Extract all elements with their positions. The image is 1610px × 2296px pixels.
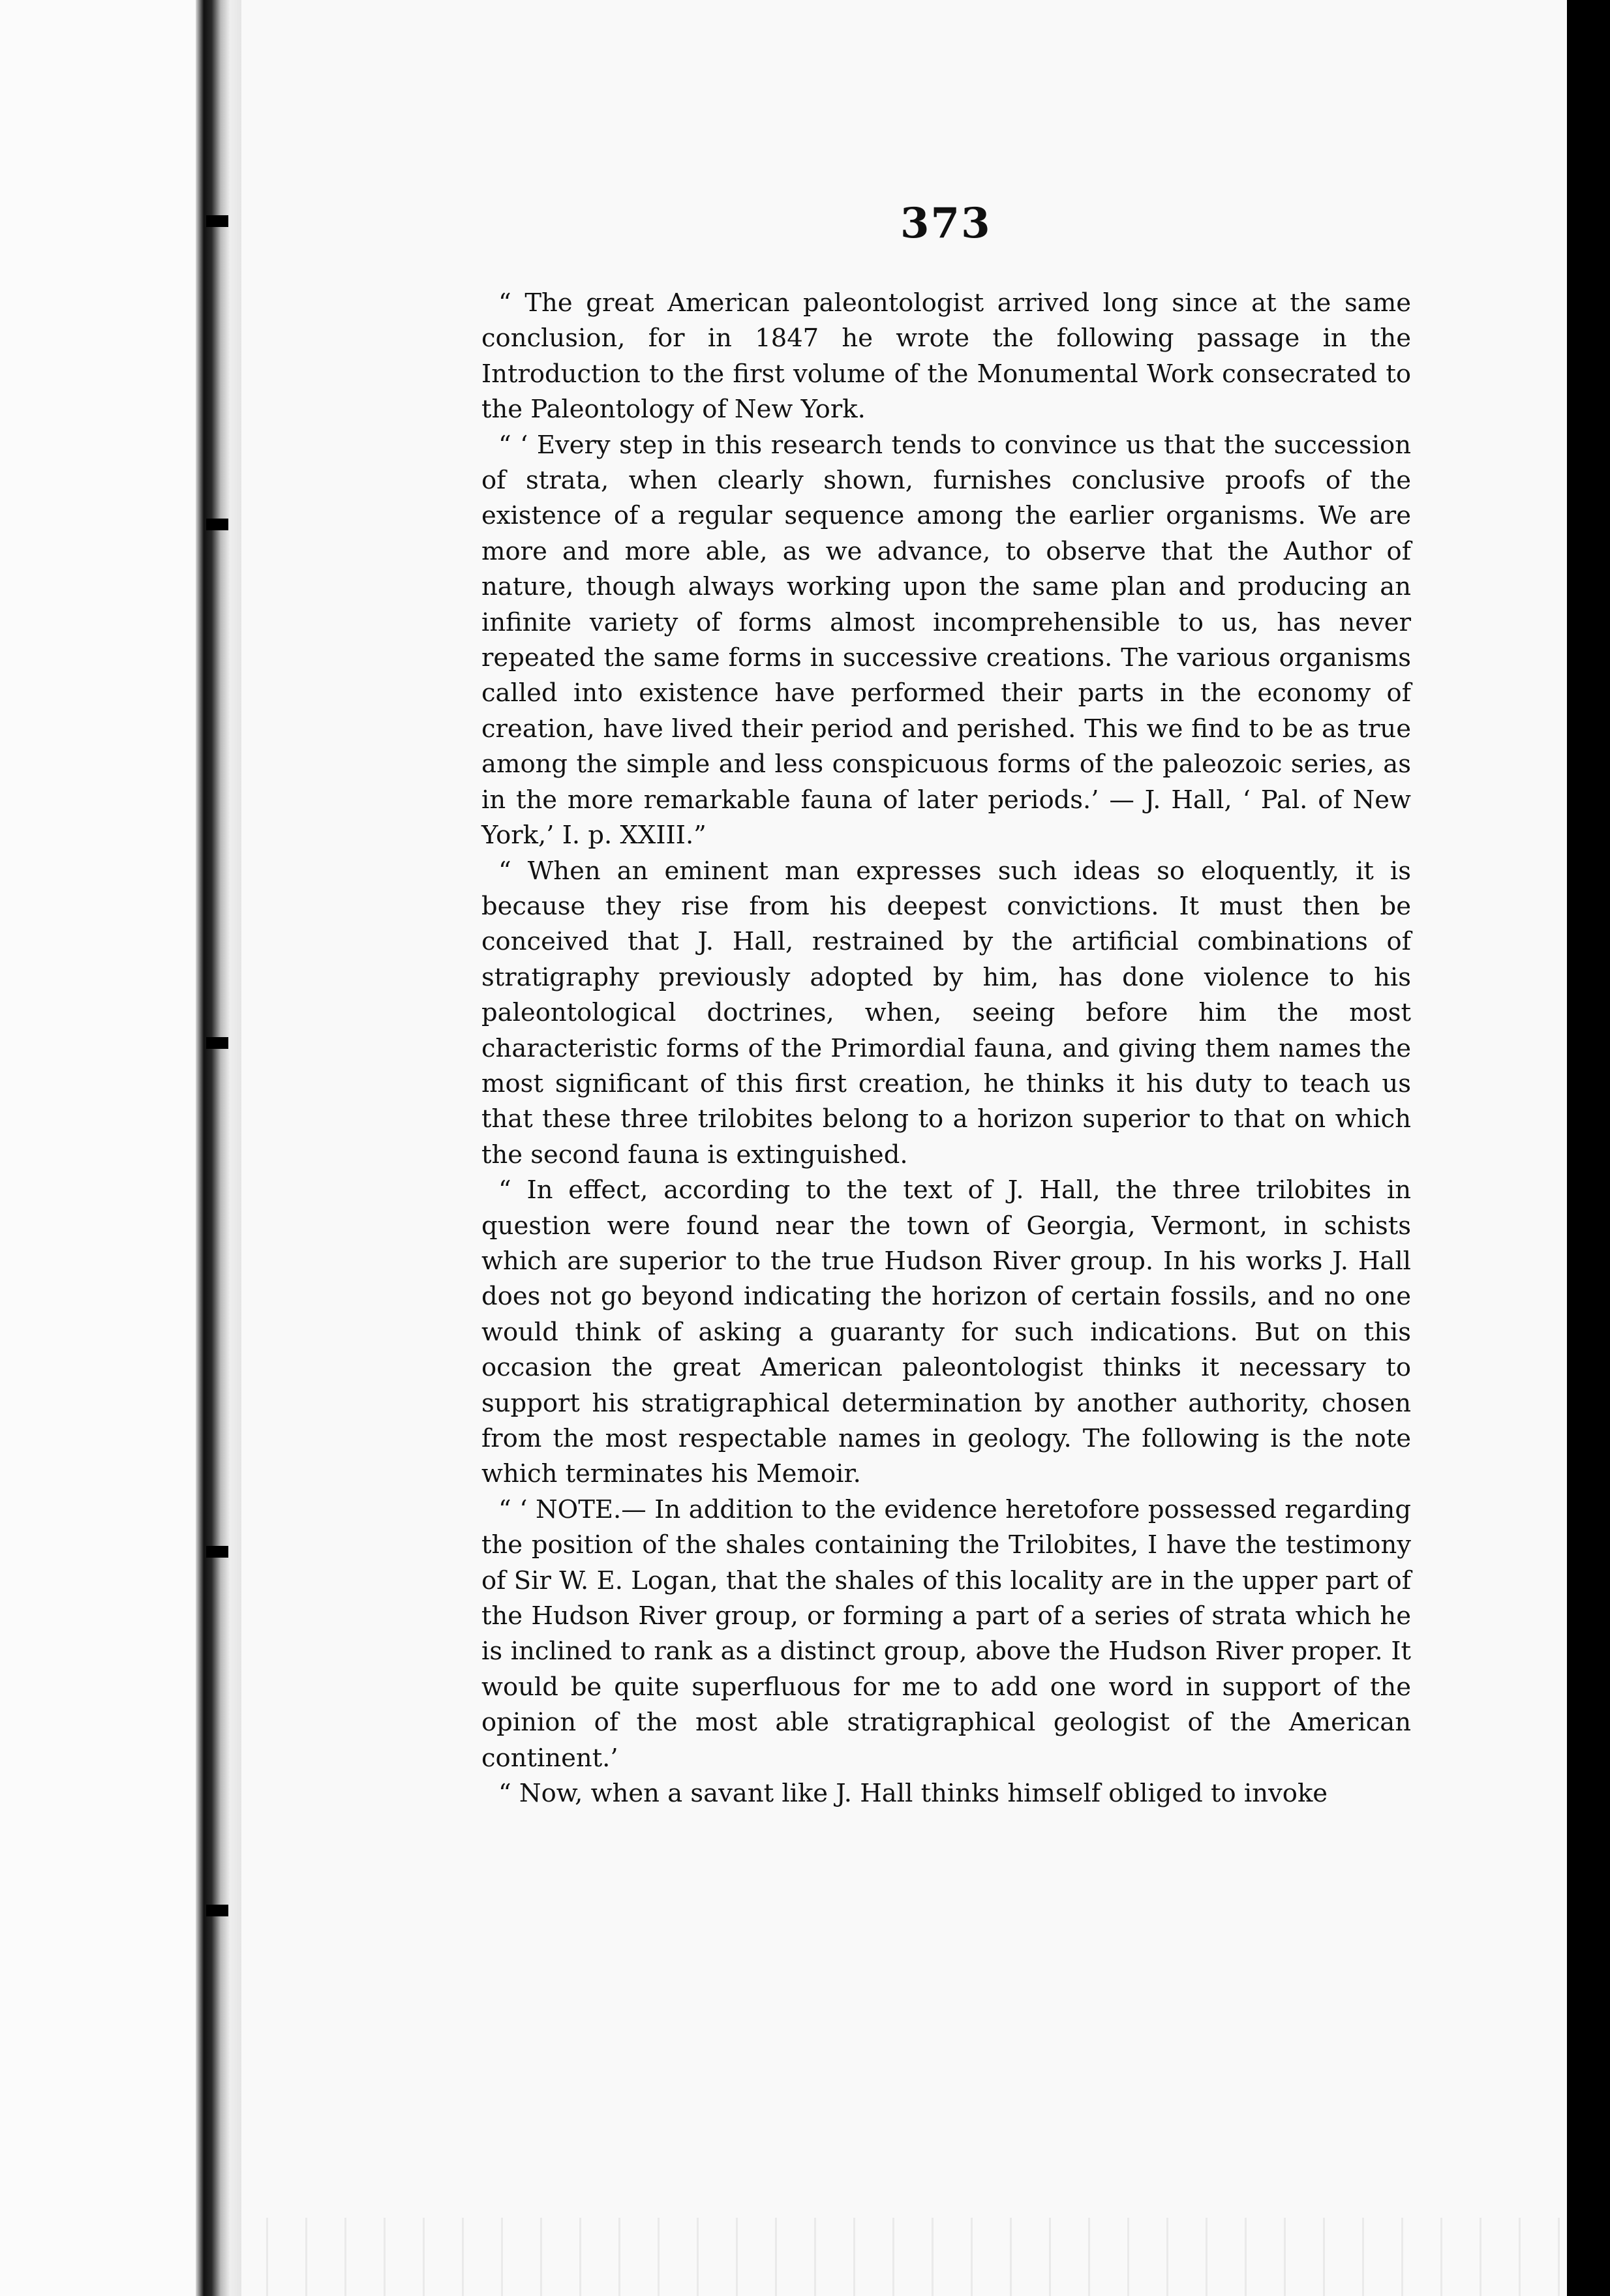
book-binding [196,0,241,2296]
page-edge-dust [241,2218,1567,2296]
binding-thread-mark [206,215,228,227]
binding-thread-mark [206,1546,228,1558]
binding-thread-mark [206,1905,228,1916]
paragraph: “ The great American paleontologist arrived long since at the same conclusion, for in 1847 he wrote the following passage in the Introduction to the first volume of the Monumental Work consecrated to the Paleontology of New York. [481,288,1411,425]
binding-thread-mark [206,519,228,530]
scan-right-border [1567,0,1610,2296]
paragraph: “ ‘ NOTE.— In addition to the evidence heretofore possessed regarding the position of the shales containing the Trilobites, I have the testimony of Sir W. E. Logan, that the shales of this locality are in the upper part of the Hudson River group, or forming a part of a series of strata which he is inclined to rank as a distinct group, above the Hudson River proper. It would be quite superfluous for me to add one word in support of the opinion of the most able stratigraphical geologist of the American continent.’ [481,1494,1411,1773]
binding-thread-mark [206,1037,228,1049]
facing-page-margin [0,0,196,2296]
body-text [481,286,1411,1811]
paragraph: “ In effect, according to the text of J. Hall, the three trilobites in question were found near the town of Georgia, Vermont, in schists which are superior to the true Hudson River group. In his works J. Hall does not go beyond indicating the horizon of certain fossils, and no one would think of asking a guaranty for such indications. But on this occasion the great American paleontologist thinks it necessary to support his stratigraphical determination by another authority, chosen from the most respectable names in geology. The following is the note which terminates his Memoir. [481,1175,1411,1489]
paragraph: “ Now, when a savant like J. Hall thinks himself obliged to invoke [498,1779,1328,1809]
page-number: 373 [900,199,992,248]
paragraph: “ When an eminent man expresses such ideas so eloquently, it is because they rise from his deepest convictions. It must then be conceived that J. Hall, restrained by the artificial combinations of stratigraphy previously adopted by him, has done violence to his paleontological doctrines, when, seeing before him the most characteristic forms of the Primordial fauna, and giving them names the most significant of this first creation, he thinks it his duty to teach us that these three trilobites belong to a horizon superior to that on which the second fauna is extinguished. [481,856,1411,1170]
paragraph: “ ‘ Every step in this research tends to convince us that the succession of strata, when clearly shown, furnishes conclusive proofs of the existence of a regular sequence among the earlier organisms. We are more and more able, as we advance, to observe that the Author of nature, though always working upon the same plan and producing an infinite variety of forms almost incomprehensible to us, has never repeated the same forms in successive creations. The various organisms called into existence have performed their parts in the economy of creation, have lived their period and perished. This we find to be as true among the simple and less conspicuous forms of the paleozoic series, as in the more remarkable fauna of later periods.’ — J. Hall, ‘ Pal. of New York,’ I. p. XXIII.” [481,430,1411,851]
